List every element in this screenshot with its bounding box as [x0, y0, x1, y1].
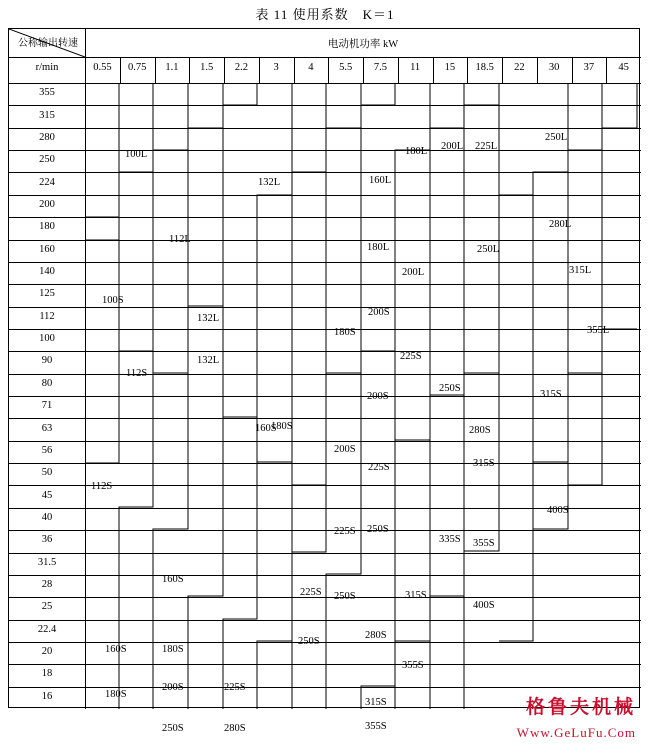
- motor-label: 225S: [368, 462, 390, 473]
- motor-label: 315S: [540, 389, 562, 400]
- motor-label: 280S: [469, 425, 491, 436]
- motor-label: 112L: [169, 234, 191, 245]
- motor-label: 280S: [224, 723, 246, 734]
- watermark-line1: 格鲁夫机械: [525, 697, 636, 718]
- power-column-header: 7.5: [373, 62, 387, 73]
- motor-label: 280L: [549, 219, 572, 230]
- divider: [9, 57, 641, 58]
- power-column-header: 1.5: [200, 62, 214, 73]
- speed-label: 160: [39, 243, 55, 255]
- speed-label: 28: [41, 579, 53, 591]
- speed-label: 56: [41, 444, 53, 456]
- motor-label: 400S: [547, 505, 569, 516]
- motor-label: 200S: [162, 682, 184, 693]
- speed-label: 112: [39, 310, 55, 322]
- motor-label: 225S: [300, 587, 322, 598]
- corner-label-unit: r/min: [35, 62, 59, 73]
- motor-label: 225S: [400, 351, 422, 362]
- motor-label: 250S: [334, 591, 356, 602]
- power-column-header: 37: [583, 62, 595, 73]
- motor-label: 400S: [473, 600, 495, 611]
- speed-label: 36: [41, 534, 53, 546]
- motor-label: 335S: [439, 534, 461, 545]
- motor-label: 280S: [365, 630, 387, 641]
- power-column-header: 45: [618, 62, 629, 73]
- speed-label: 224: [39, 176, 55, 188]
- speed-label: 25: [41, 601, 53, 613]
- motor-label: 355S: [402, 660, 424, 671]
- motor-label: 160S: [255, 423, 277, 434]
- speed-label: 125: [39, 288, 55, 300]
- speed-label: 280: [39, 131, 55, 143]
- power-column-header: 30: [548, 62, 560, 73]
- speed-label: 71: [41, 400, 53, 412]
- motor-label: 180S: [271, 421, 293, 432]
- motor-label: 180S: [105, 689, 127, 700]
- speed-label: 250: [39, 154, 55, 166]
- power-column-header: 0.55: [93, 62, 112, 73]
- power-column-header: 18.5: [475, 62, 494, 73]
- corner-label-speed: 公称输出转速: [18, 38, 78, 49]
- motor-label: 355S: [365, 721, 387, 732]
- speed-label: 63: [41, 422, 53, 434]
- speed-label: 16: [41, 690, 53, 702]
- speed-label: 40: [41, 511, 53, 523]
- speed-label: 31.5: [37, 556, 57, 568]
- speed-label: 200: [39, 198, 55, 210]
- motor-label: 225S: [224, 682, 246, 693]
- power-column-header: 22: [514, 62, 525, 73]
- motor-label: 160S: [162, 574, 184, 585]
- speed-label: 140: [39, 266, 55, 278]
- speed-label: 18: [41, 668, 53, 680]
- power-column-header: 4: [308, 62, 314, 73]
- motor-label: 355L: [587, 325, 610, 336]
- motor-label: 160S: [105, 644, 127, 655]
- motor-label: 180L: [405, 146, 428, 157]
- motor-label: 200L: [441, 141, 464, 152]
- speed-label: 45: [41, 489, 53, 501]
- speed-label: 180: [39, 221, 55, 233]
- motor-label: 355S: [473, 538, 495, 549]
- power-column-header: 1.1: [165, 62, 179, 73]
- power-column-header: 3: [273, 62, 279, 73]
- power-column-header: 5.5: [339, 62, 353, 73]
- watermark-line2: Www.GeLuFu.Com: [516, 725, 636, 740]
- motor-label: 315S: [473, 458, 495, 469]
- motor-label: 112S: [91, 481, 113, 492]
- speed-label: 80: [41, 377, 53, 389]
- motor-label: 315S: [365, 697, 387, 708]
- motor-label: 225L: [475, 141, 498, 152]
- speed-label: 315: [39, 109, 55, 121]
- motor-label: 200S: [368, 307, 390, 318]
- motor-label: 132L: [258, 177, 281, 188]
- motor-label: 225S: [334, 526, 356, 537]
- speed-label: 20: [41, 646, 53, 658]
- motor-label: 180L: [367, 242, 390, 253]
- motor-label: 160L: [369, 175, 392, 186]
- motor-label: 100S: [102, 295, 124, 306]
- motor-label: 315S: [405, 590, 427, 601]
- motor-label: 180S: [162, 644, 184, 655]
- motor-label: 132L: [197, 355, 220, 366]
- power-column-header: 2.2: [234, 62, 248, 73]
- motor-label: 100L: [125, 149, 148, 160]
- power-column-header: 11: [410, 62, 421, 73]
- speed-label: 355: [39, 87, 55, 99]
- page-title: 表 11 使用系数 K＝1: [255, 7, 395, 22]
- power-header: 电动机功率 kW: [327, 39, 399, 50]
- motor-label: 250S: [439, 383, 461, 394]
- speed-label: 90: [41, 355, 53, 367]
- motor-label: 250L: [545, 132, 568, 143]
- motor-label: 250S: [162, 723, 184, 734]
- motor-label: 250S: [367, 524, 389, 535]
- motor-label: 250L: [477, 244, 500, 255]
- motor-label: 180S: [334, 327, 356, 338]
- motor-label: 112S: [126, 368, 148, 379]
- motor-label: 200S: [367, 391, 389, 402]
- speed-label: 100: [39, 333, 55, 345]
- motor-label: 132L: [197, 313, 220, 324]
- speed-label: 22.4: [37, 623, 57, 635]
- motor-label: 315L: [569, 265, 592, 276]
- speed-label: 50: [41, 467, 53, 479]
- motor-label: 200S: [334, 444, 356, 455]
- motor-label: 200L: [402, 267, 425, 278]
- power-column-header: 15: [444, 62, 456, 73]
- motor-label: 250S: [298, 636, 320, 647]
- power-column-header: 0.75: [127, 62, 147, 73]
